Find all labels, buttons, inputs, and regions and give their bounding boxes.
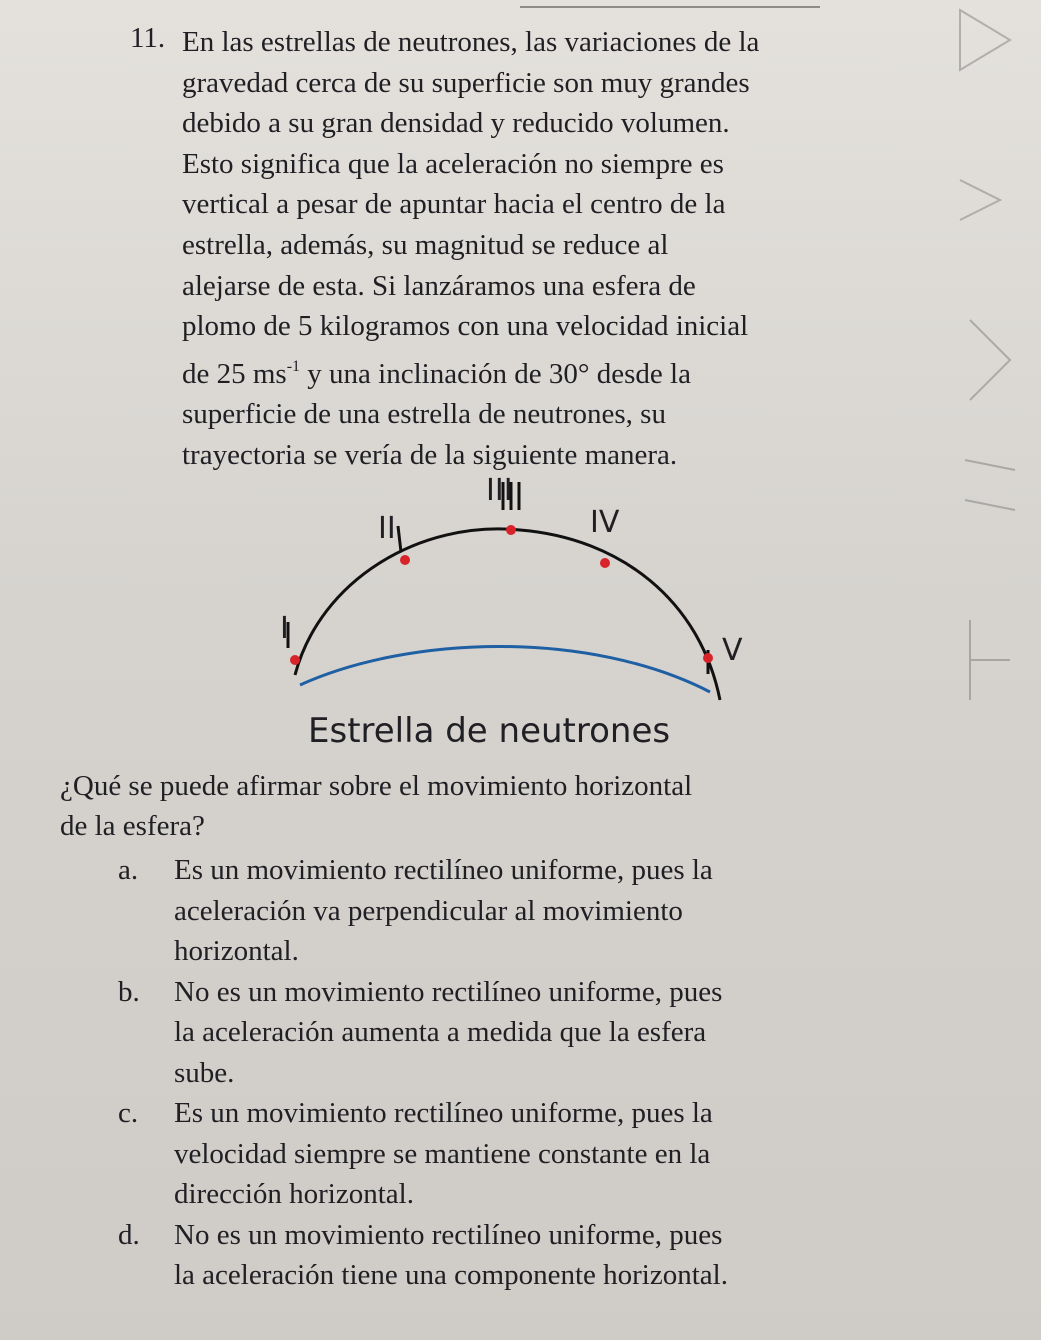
trajectory-point-IV	[600, 558, 610, 568]
bleed-through-marks	[940, 0, 1041, 900]
label-point-IV: IV	[590, 505, 620, 540]
option-d[interactable]	[118, 1215, 858, 1296]
stem-line: plomo de 5 kilogramos con una velocidad inicial	[182, 310, 749, 343]
option-line: No es un movimiento rectilíneo uniforme, pues	[174, 1218, 723, 1251]
prompt-line: de la esfera?	[60, 810, 205, 842]
option-line: velocidad siempre se mantiene constante en la	[174, 1137, 711, 1170]
question-number: 11.	[130, 22, 166, 54]
option-letter: c.	[118, 1097, 139, 1129]
option-line: horizontal.	[174, 935, 299, 967]
answer-options	[118, 850, 858, 1296]
prompt-line: ¿Qué se puede afirmar sobre el movimiento horizontal	[60, 770, 693, 802]
option-a[interactable]	[118, 850, 858, 972]
stem-text: de	[182, 357, 217, 390]
option-line: No es un movimiento rectilíneo uniforme, pues	[174, 975, 723, 1008]
trajectory-point-I	[290, 655, 300, 665]
trajectory-point-II	[400, 555, 410, 565]
label-point-II: II	[378, 511, 396, 546]
option-line: la aceleración tiene una componente horizontal.	[174, 1259, 728, 1291]
option-letter: a.	[118, 854, 139, 886]
question-prompt	[60, 766, 840, 846]
label-point-V: V	[722, 633, 743, 668]
trajectory-point-III	[506, 525, 516, 535]
launch-angle: 30°	[548, 357, 590, 390]
stem-line	[182, 347, 857, 395]
label-point-I: I	[280, 611, 289, 646]
option-letter: b.	[118, 975, 140, 1008]
tick-mark	[398, 526, 401, 552]
speed-exponent: -1	[286, 357, 301, 375]
stem-line: vertical a pesar de apuntar hacia el centro de la	[182, 188, 726, 221]
stem-text: desde la	[589, 357, 691, 390]
trajectory-figure	[260, 460, 780, 760]
stem-line: Esto significa que la aceleración no siempre es	[182, 147, 724, 180]
question-stem	[182, 22, 857, 476]
option-b[interactable]	[118, 972, 858, 1094]
stem-line: alejarse de esta. Si lanzáramos una esfera de	[182, 269, 696, 302]
figure-caption: Estrella de neutrones	[308, 711, 671, 751]
option-letter: d.	[118, 1218, 140, 1251]
option-line: sube.	[174, 1056, 235, 1089]
stem-line: gravedad cerca de su superficie son muy grandes	[182, 66, 750, 99]
option-line: la aceleración aumenta a medida que la esfera	[174, 1016, 707, 1048]
trajectory-diagram	[260, 460, 780, 760]
label-point-III: III	[486, 473, 513, 508]
option-line: Es un movimiento rectilíneo uniforme, pues la	[174, 854, 713, 886]
stem-line: superficie de una estrella de neutrones, su	[182, 398, 666, 431]
trajectory-point-V	[703, 653, 713, 663]
trajectory-curve	[295, 529, 720, 700]
option-c[interactable]	[118, 1093, 858, 1215]
option-line: Es un movimiento rectilíneo uniforme, pues la	[174, 1097, 713, 1129]
option-line: dirección horizontal.	[174, 1178, 414, 1210]
stem-line: debido a su gran densidad y reducido volumen.	[182, 107, 730, 140]
stem-line: En las estrellas de neutrones, las variaciones de la	[182, 26, 760, 58]
stem-line: trayectoria se vería de la siguiente manera.	[182, 438, 678, 471]
initial-speed: 25 ms	[216, 357, 287, 390]
option-line: aceleración va perpendicular al movimiento	[174, 894, 683, 927]
top-divider	[520, 6, 820, 8]
stem-text: y una inclinación de	[300, 357, 549, 390]
star-surface-curve	[300, 646, 710, 692]
stem-line: estrella, además, su magnitud se reduce al	[182, 228, 669, 261]
